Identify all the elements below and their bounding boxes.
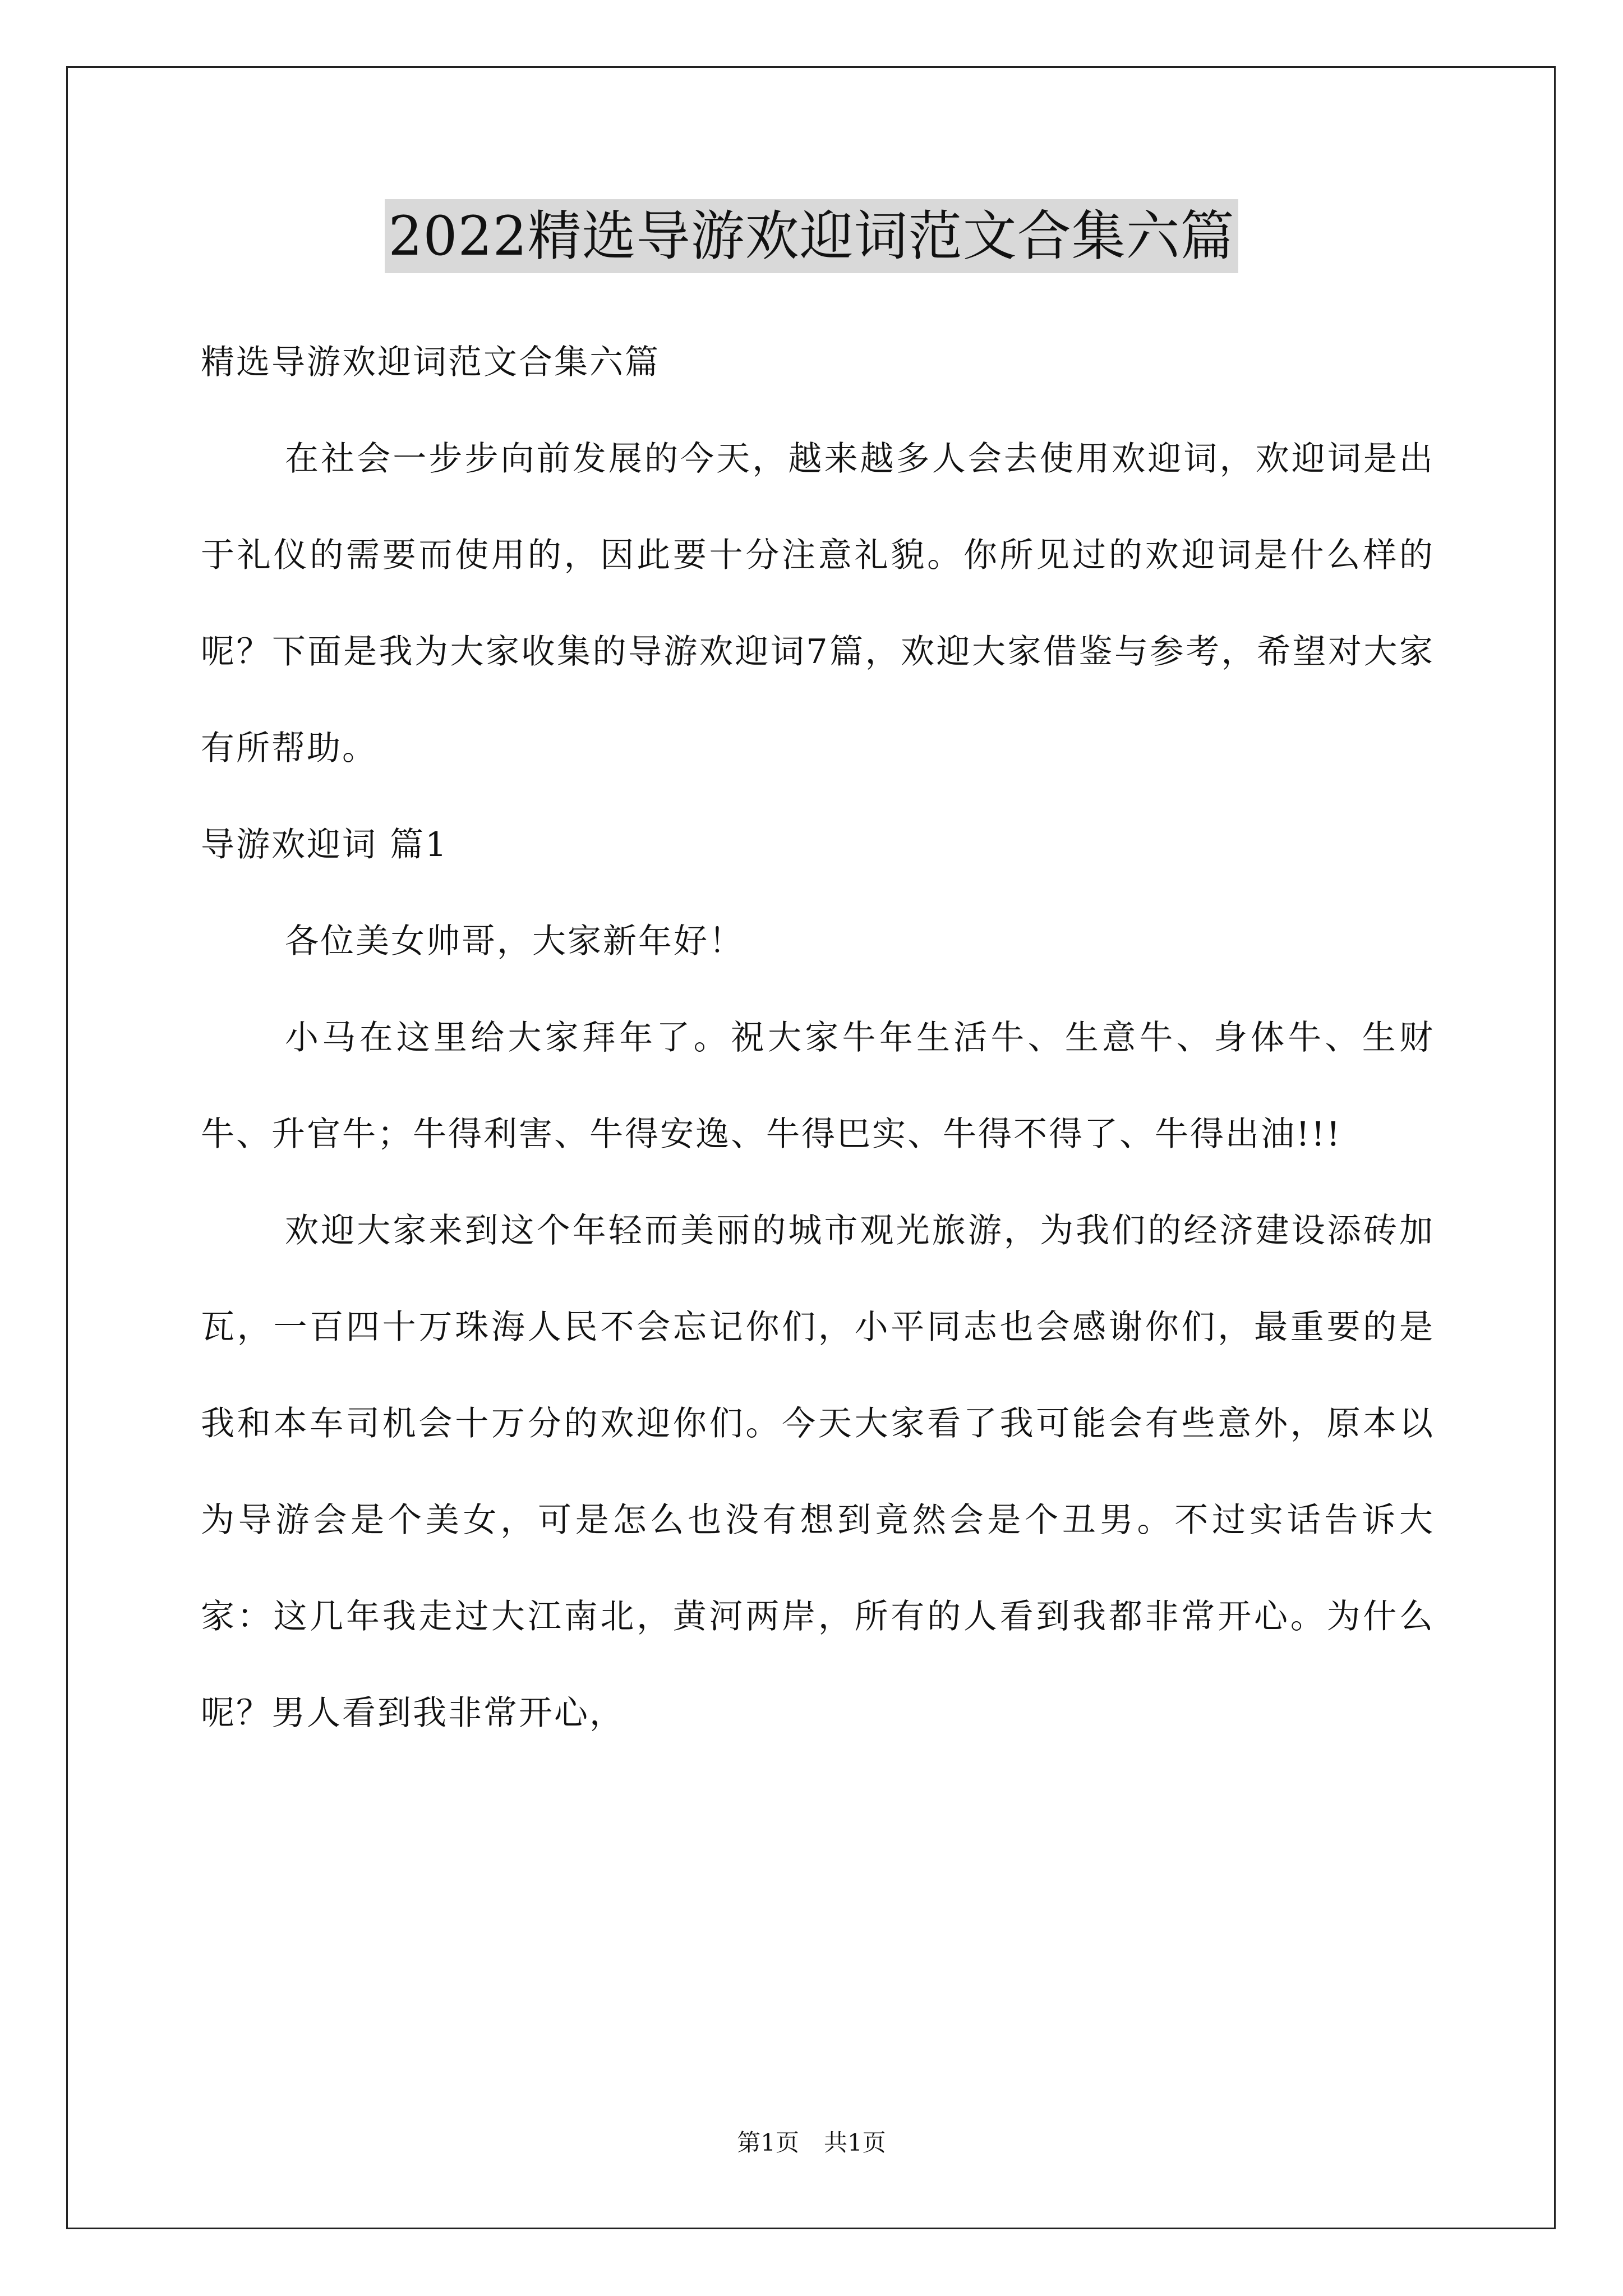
body-paragraph-blessing: 小马在这里给大家拜年了。祝大家牛年生活牛、生意牛、身体牛、生财牛、升官牛；牛得利害、牛得安逸、牛得巴实、牛得不得了、牛得出油!!! [201,1018,1435,1154]
section-heading: 导游欢迎词 篇1 [201,825,449,864]
body-paragraph-greeting: 各位美女帅哥，大家新年好！ [285,922,744,961]
document-title: 2022精选导游欢迎词范文合集六篇 [385,199,1238,273]
page-footer [0,2127,1623,2159]
document-body [201,314,1435,1761]
page-total: 共1页 [824,2129,886,2156]
page-number: 第1页 [737,2129,799,2156]
title-container [0,199,1623,273]
document-subtitle: 精选导游欢迎词范文合集六篇 [201,343,660,382]
body-paragraph-welcome: 欢迎大家来到这个年轻而美丽的城市观光旅游，为我们的经济建设添砖加瓦，一百四十万珠海人民不会忘记你们，小平同志也会感谢你们，最重要的是我和本车司机会十万分的欢迎你们。今天大家看了我可能会有些意外，原本以为导游会是个美女，可是怎么也没有想到竟然会是个丑男。不过实话告诉大家：这几年我走过大江南北，黄河两岸，所有的人看到我都非常开心。为什么呢？男人看到我非常开心， [201,1211,1435,1733]
intro-paragraph: 在社会一步步向前发展的今天，越来越多人会去使用欢迎词，欢迎词是出于礼仪的需要而使用的，因此要十分注意礼貌。你所见过的欢迎词是什么样的呢？下面是我为大家收集的导游欢迎词7篇，欢迎大家借鉴与参考，希望对大家有所帮助。 [201,439,1435,768]
